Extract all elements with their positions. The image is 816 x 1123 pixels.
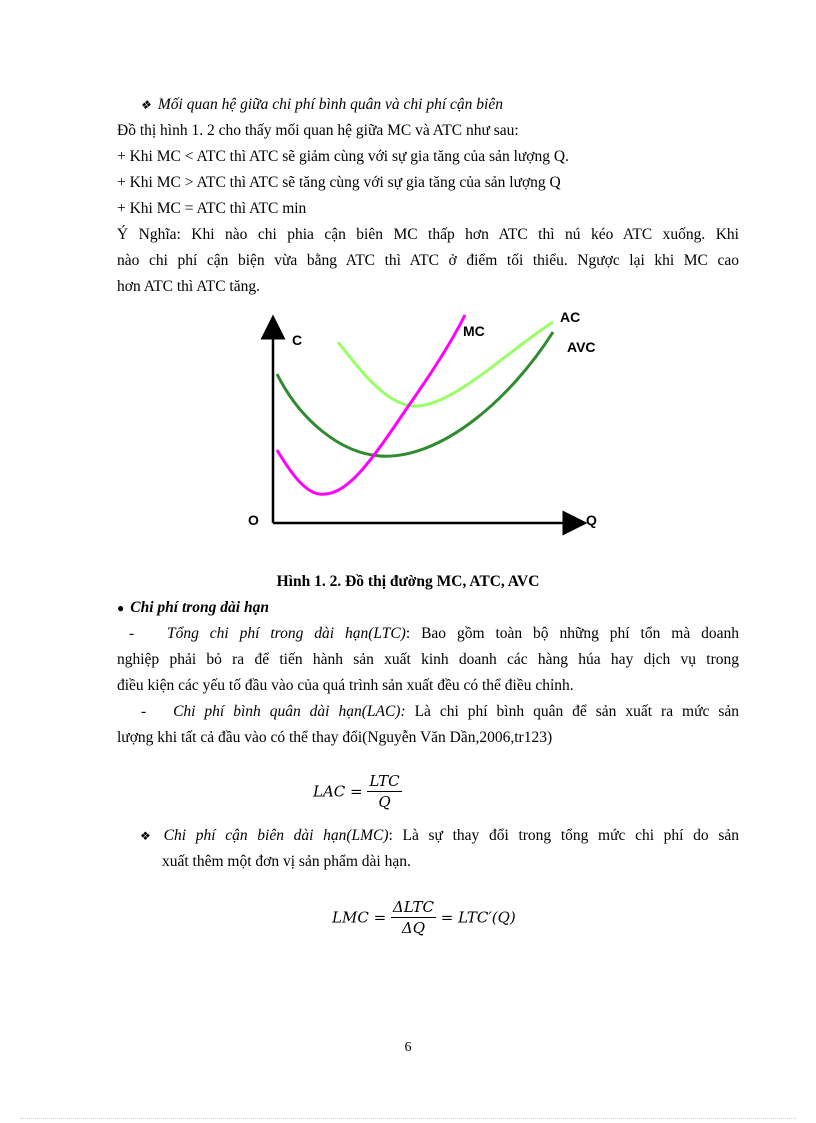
origin-label: O (248, 512, 259, 528)
page-bottom-divider (20, 1118, 796, 1119)
cost-curves-chart (240, 305, 620, 540)
lmc-line: ❖ Chi phí cận biên dài hạn(LMC): Là sự thay đổi trong tổng mức chi phí do sản (140, 827, 739, 844)
ltc-term: Tổng chi phí trong dài hạn(LTC) (166, 625, 406, 642)
figure-caption: Hình 1. 2. Đồ thị đường MC, ATC, AVC (276, 573, 540, 590)
lac-line: - Chi phí bình quân dài hạn(LAC): Là chi phí bình quân để sản xuất ra mức sản (141, 703, 740, 720)
meaning-line: hơn ATC thì ATC tăng. (117, 278, 260, 295)
lmc-formula: LMC = $\frac{\text{ΔLTC}}{\Delta Q}$ = LTC′(Q) (332, 898, 516, 937)
dash-bullet: - (129, 625, 135, 642)
meaning-line: nào chi phí cận biện vừa bằng ATC thì ATC ở điểm tối thiểu. Ngược lại khi MC cao (117, 252, 739, 269)
diamond-bullet-icon: ❖ (140, 829, 151, 843)
diamond-bullet-icon: ❖ (140, 98, 151, 112)
page-number: 6 (404, 1040, 412, 1055)
lac-term: Chi phí bình quân dài hạn(LAC): (173, 703, 406, 720)
label-ac: AC (560, 309, 581, 325)
dash-bullet: - (141, 703, 147, 720)
rule-item: + Khi MC > ATC thì ATC sẽ tăng cùng với sự gia tăng của sản lượng Q (117, 174, 561, 191)
section-heading-mc-atc: ❖ Mối quan hệ giữa chi phí bình quân và chi phí cận biên (140, 96, 503, 113)
x-axis-label: Q (586, 512, 597, 528)
section-heading-long-run: ● Chi phí trong dài hạn (117, 599, 269, 616)
meaning-line: Ý Nghĩa: Khi nào chi phia cận biên MC thấp hơn ATC thì nú kéo ATC xuống. Khi (117, 226, 739, 243)
intro-text: Đồ thị hình 1. 2 cho thấy mối quan hệ giữa MC và ATC như sau: (117, 122, 519, 139)
lmc-term: Chi phí cận biên dài hạn(LMC) (163, 827, 389, 844)
rule-item: + Khi MC < ATC thì ATC sẽ giảm cùng với sự gia tăng của sản lượng Q. (117, 148, 569, 165)
ltc-line: nghiệp phải bỏ ra để tiến hành sản xuất kinh doanh các hàng húa hay dịch vụ trong (117, 651, 739, 668)
ltc-line: - Tổng chi phí trong dài hạn(LTC): Bao gồm toàn bộ những phí tổn mà doanh (129, 625, 739, 642)
lac-formula: LAC = $\frac{\text{LTC}}{Q}$ (313, 772, 400, 811)
curve-mc (277, 315, 465, 494)
label-avc: AVC (567, 339, 596, 355)
curve-ac (338, 322, 553, 406)
lac-line: lượng khi tất cả đầu vào có thể thay đổi(Nguyễn Văn Dần,2006,tr123) (117, 729, 553, 746)
bullet-icon: ● (117, 601, 125, 615)
ltc-line: điều kiện các yếu tố đầu vào của quá trình sản xuất đều có thể điều chỉnh. (117, 677, 574, 694)
rule-item: + Khi MC = ATC thì ATC min (117, 200, 307, 217)
lmc-line: xuất thêm một đơn vị sản phẩm dài hạn. (162, 853, 411, 870)
label-mc: MC (463, 323, 485, 339)
y-axis-label: C (292, 332, 303, 348)
